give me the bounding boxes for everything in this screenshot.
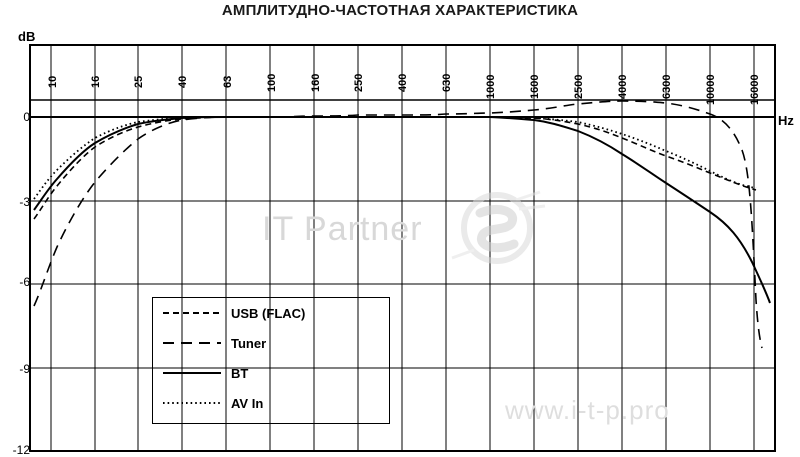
legend-item-av-in [153,392,389,422]
legend-label-av-in: AV In [231,396,264,411]
x-tick-16000: 16000 [749,74,761,105]
y-tick-0: 0 [23,110,30,124]
legend [152,297,390,424]
y-tick-1: -3 [19,195,30,209]
legend-sample-tuner [163,342,221,344]
x-tick-10000: 10000 [705,74,717,105]
x-tick-25: 25 [133,75,145,88]
x-tick-630: 630 [441,73,453,92]
watermark-url: www.i-t-p.pro [505,395,670,425]
x-tick-6300: 6300 [661,74,673,99]
y-tick-3: -9 [19,362,30,376]
y-tick-4: -12 [12,443,30,457]
series-line-usb-flac [34,117,756,219]
legend-sample-usb-flac [163,312,221,314]
x-tick-16: 16 [90,75,102,88]
y-tick-2: -6 [19,275,30,289]
series-line-av-in [34,117,756,199]
x-tick-4000: 4000 [617,74,629,99]
x-tick-250: 250 [353,73,365,92]
legend-label-tuner: Tuner [231,336,267,351]
x-tick-63: 63 [222,75,234,88]
x-tick-400: 400 [397,73,409,92]
series-line-tuner [34,101,762,348]
x-tick-160: 160 [310,73,322,92]
watermark-brand: IT Partner [262,210,423,248]
chart-title: АМПЛИТУДНО-ЧАСТОТНАЯ ХАРАКТЕРИСТИКА [221,2,579,19]
x-axis-label: Hz [778,113,794,128]
watermark-logo-icon [452,192,545,261]
x-tick-10: 10 [47,75,59,88]
x-tick-2500: 2500 [573,74,585,99]
legend-item-usb-flac [153,302,389,332]
x-tick-40: 40 [177,75,189,88]
legend-label-bt: BT [231,366,249,381]
x-tick-100: 100 [266,73,278,92]
legend-item-bt [153,362,389,392]
legend-sample-av-in [163,402,221,404]
y-axis-label: dB [18,29,36,44]
legend-item-tuner [153,332,389,362]
legend-label-usb-flac: USB (FLAC) [231,306,306,321]
x-tick-1000: 1000 [485,74,497,99]
x-tick-1600: 1600 [529,74,541,99]
legend-sample-bt [163,372,221,374]
